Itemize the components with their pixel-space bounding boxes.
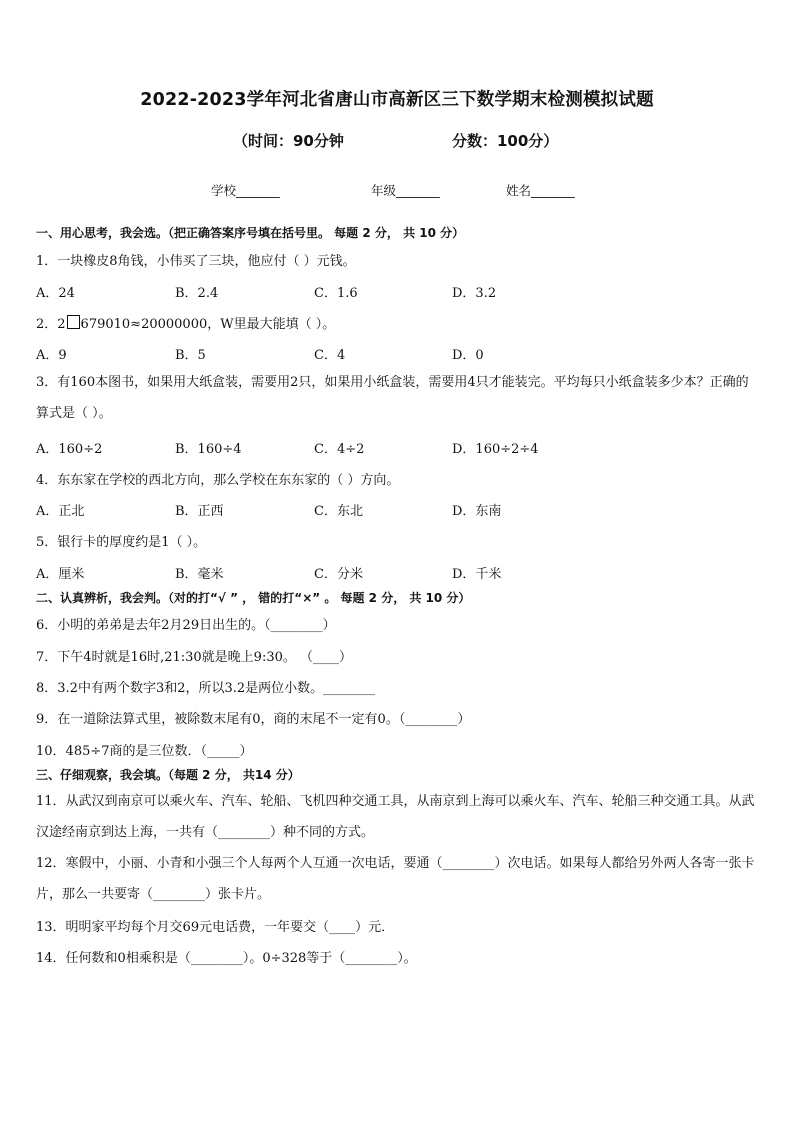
- question-2: [36, 313, 335, 332]
- option-3d: D．160÷2÷4: [452, 442, 539, 457]
- option-2c: C．4: [314, 348, 346, 363]
- option-5c: C．分米: [314, 567, 363, 582]
- option-3c: C．4÷2: [314, 442, 365, 457]
- option-2a: A．9: [36, 348, 67, 363]
- option-5a: A．厘米: [36, 567, 85, 582]
- option-4a: A．正北: [36, 504, 85, 519]
- question-7: 7．下午4时就是16时,21:30就是晚上9:30。 （____）: [36, 650, 353, 665]
- option-3b: B．160÷4: [175, 442, 242, 457]
- exam-score: 分数：100分）: [452, 132, 559, 150]
- option-5d: D．千米: [452, 567, 502, 582]
- option-2d: D．0: [452, 348, 484, 363]
- option-1d: D．3.2: [452, 286, 497, 301]
- question-2-end: 679010≈20000000，W里最大能填（ ）。: [80, 317, 336, 332]
- question-3: 3．有160本图书，如果用大纸盒装，需要用2只，如果用小纸盒装，需要用4只才能装完。平均每只小纸盒装多少本？正确的算式是（ ）。: [36, 375, 749, 421]
- question-4: 4．东东家在学校的西北方向，那么学校在东东家的（ ）方向。: [36, 473, 400, 488]
- option-3a: A．160÷2: [36, 442, 103, 457]
- question-10: 10．485÷7商的是三位数．（_____）: [36, 744, 253, 759]
- question-8: 8．3.2中有两个数字3和2，所以3.2是两位小数。________: [36, 681, 376, 696]
- section-heading-2: 二、认真辨析，我会判。（对的打“√ ” ， 错的打“×” 。 每题 2 分， 共 10 分）: [36, 591, 471, 605]
- question-14: 14．任何数和0相乘积是（________）。0÷328等于（________）。: [36, 951, 417, 966]
- blank-square-icon: [67, 315, 80, 329]
- question-6: 6．小明的弟弟是去年2月29日出生的。（________）: [36, 618, 336, 633]
- option-2b: B．5: [175, 348, 206, 363]
- school-field: 学校_______: [211, 183, 280, 198]
- question-9: 9．在一道除法算式里，被除数末尾有0，商的末尾不一定有0。（________）: [36, 712, 471, 727]
- option-1b: B．2.4: [175, 286, 219, 301]
- grade-field: 年级_______: [371, 183, 440, 198]
- option-5b: B．毫米: [175, 567, 224, 582]
- option-4b: B．正西: [175, 504, 224, 519]
- option-4c: C．东北: [314, 504, 363, 519]
- question-13: 13．明明家平均每个月交69元电话费，一年要交（____）元．: [36, 920, 395, 935]
- page-title: 2022-2023学年河北省唐山市高新区三下数学期末检测模拟试题: [140, 90, 654, 110]
- name-field: 姓名_______: [506, 183, 575, 198]
- question-12: 12．寒假中，小丽、小青和小强三个人每两个人互通一次电话，要通（________）次电话。如果每人都给另外两人各寄一张卡片，那么一共要寄（________）张卡片。: [36, 856, 755, 902]
- question-2-start: 2．2: [36, 317, 66, 332]
- section-heading-3: 三、仔细观察，我会填。（每题 2 分， 共14 分）: [36, 768, 300, 782]
- exam-time: （时间：90分钟: [233, 132, 344, 150]
- section-heading-1: 一、用心思考，我会选。（把正确答案序号填在括号里。 每题 2 分， 共 10 分）: [36, 226, 465, 240]
- question-5: 5．银行卡的厚度约是1（ ）。: [36, 535, 207, 550]
- question-1: 1．一块橡皮8角钱，小伟买了三块，他应付（ ）元钱。: [36, 254, 356, 269]
- option-4d: D．东南: [452, 504, 502, 519]
- question-11: 11．从武汉到南京可以乘火车、汽车、轮船、飞机四种交通工具，从南京到上海可以乘火车、汽车、轮船三种交通工具。从武汉途经南京到达上海，一共有（________）种不同的方式。: [36, 794, 755, 840]
- option-1c: C．1.6: [314, 286, 358, 301]
- option-1a: A．24: [36, 286, 75, 301]
